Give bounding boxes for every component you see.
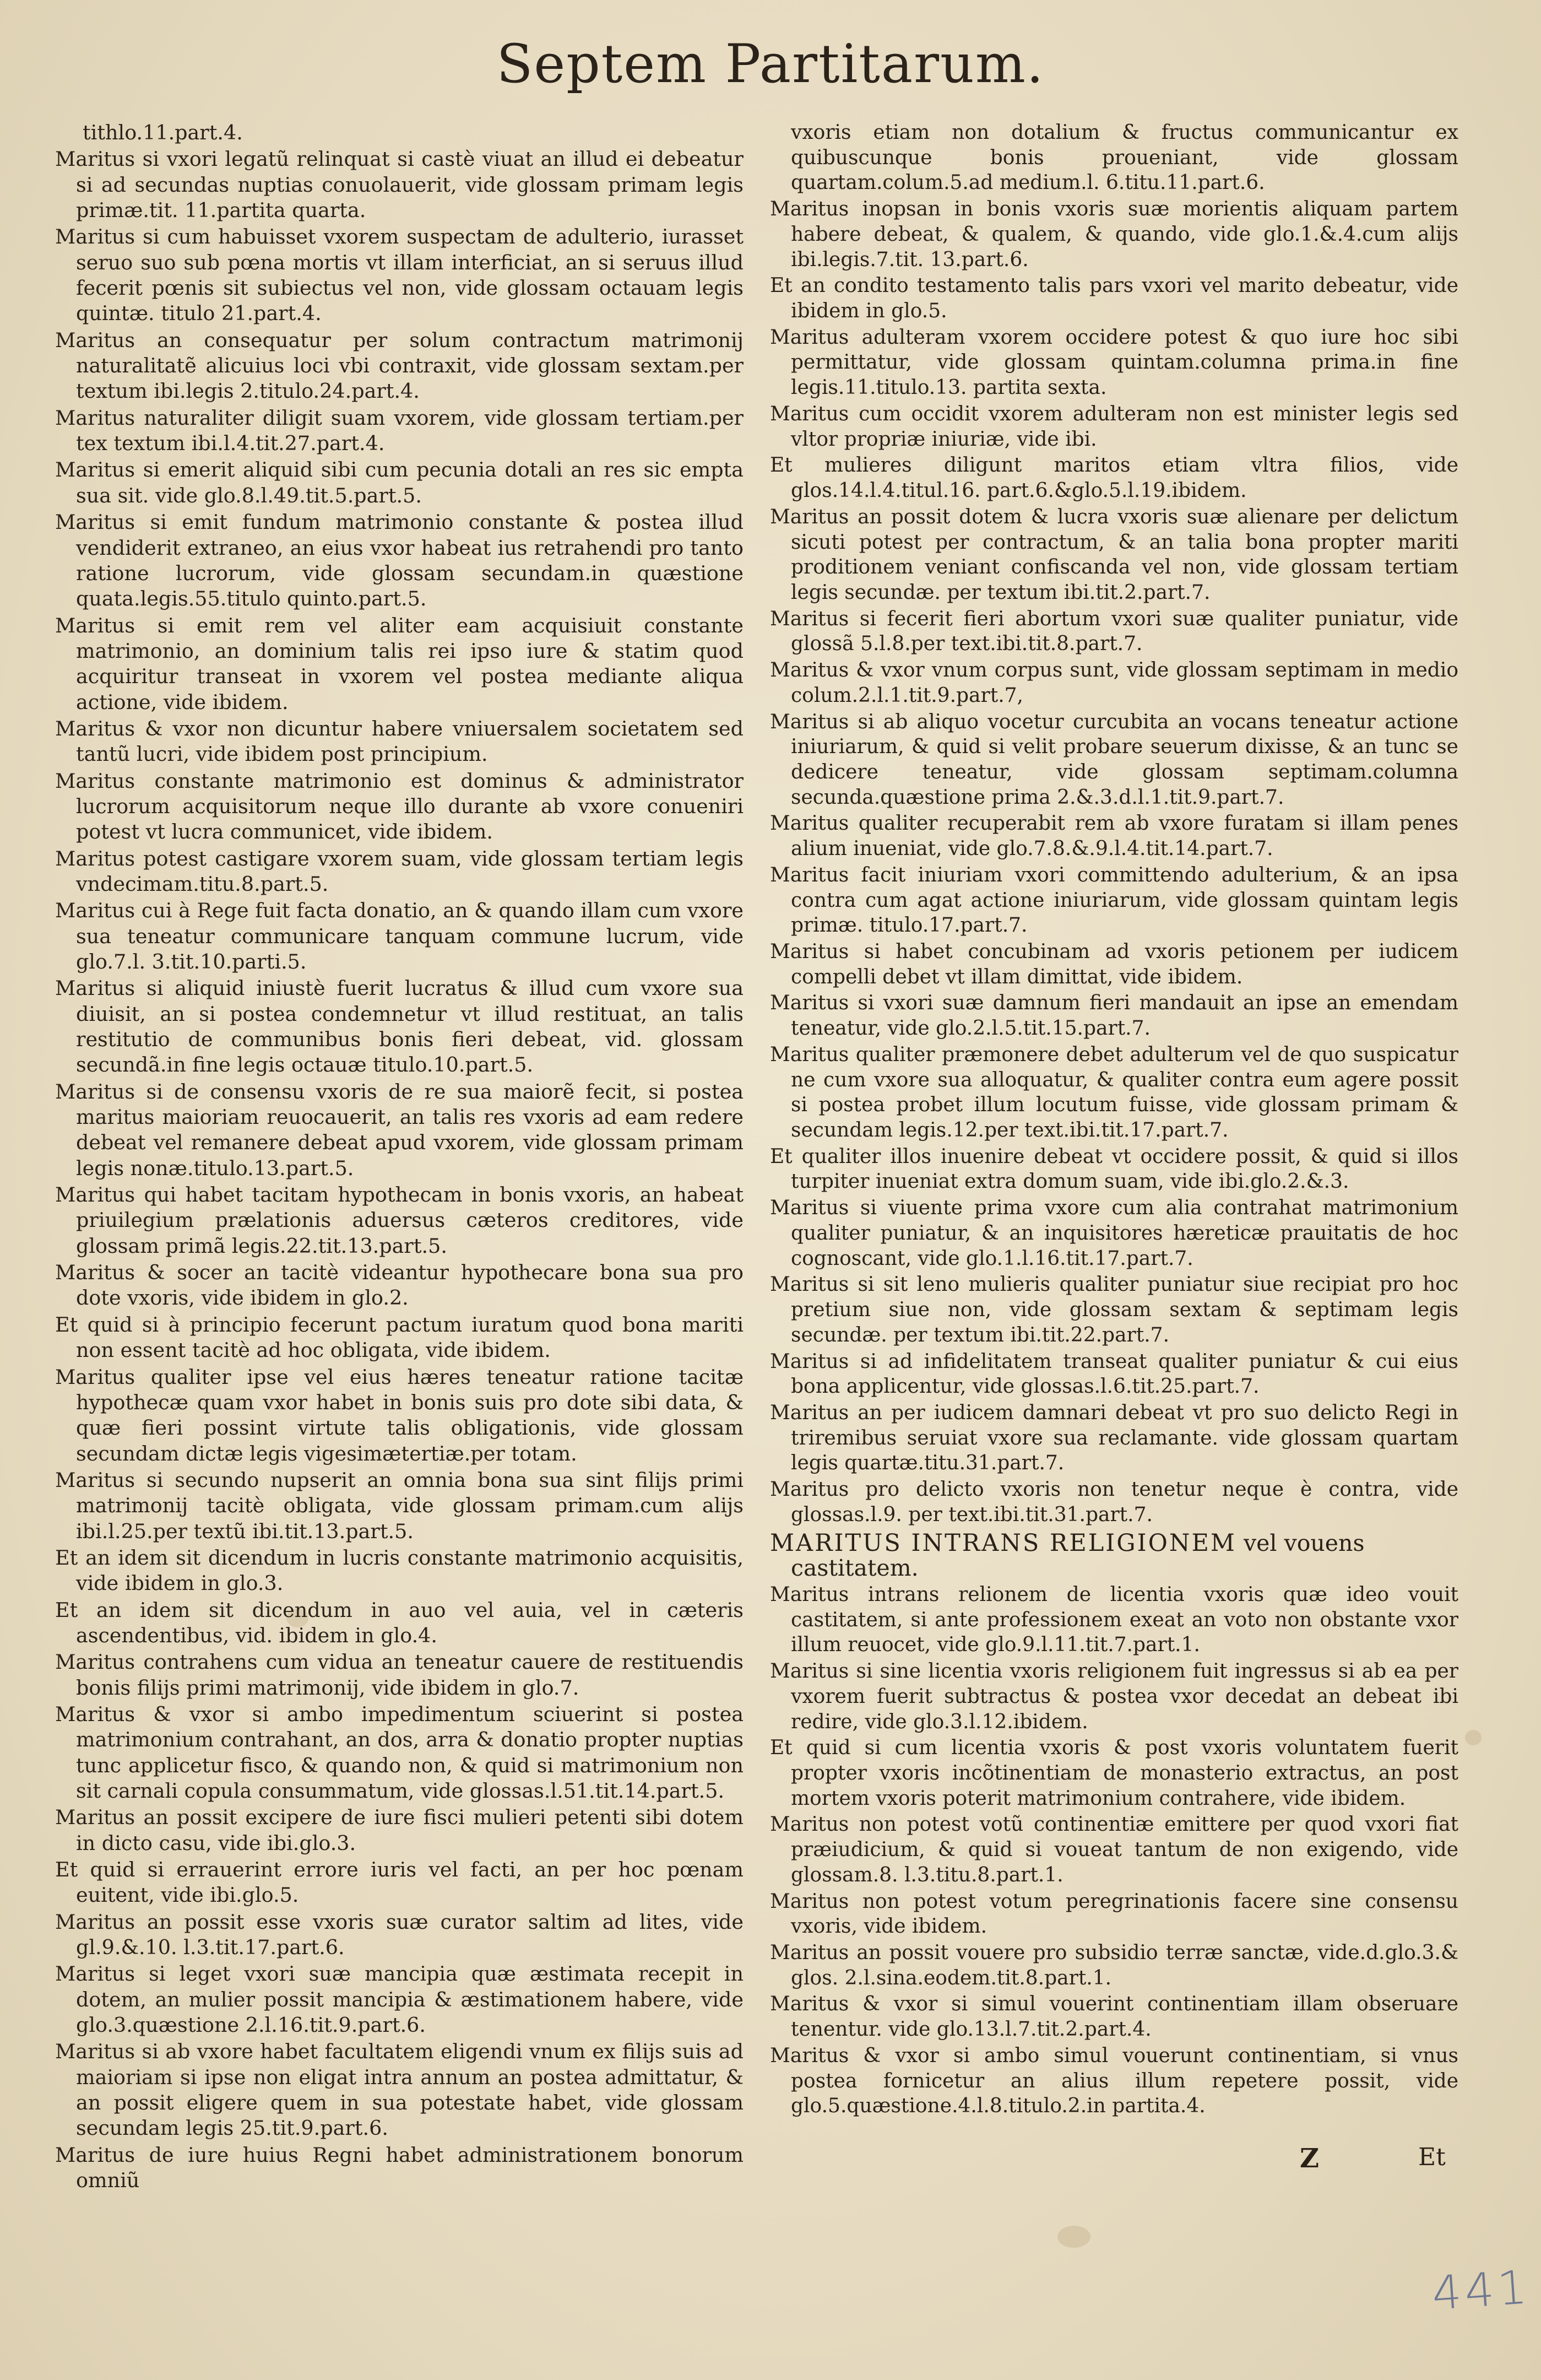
left-entries — [55, 147, 744, 2193]
index-entry: Maritus si emerit aliquid sibi cum pecunia dotali an res sic empta sua sit. vide glo.8.l.49.tit.5.part.5. — [55, 458, 744, 507]
right-entries-b — [770, 1582, 1458, 2119]
index-entry: Maritus si emit rem vel aliter eam acquisiuit constante matrimonio, an dominium talis rei ipso iure & statim quod acquiritur transeat in vxorem vel postea mediante aliqua actione, vide ibidem. — [55, 613, 744, 714]
index-entry: Maritus qualiter ipse vel eius hæres teneatur ratione tacitæ hypothecæ quam vxor habet in bonis suis pro dote sibi data, & quæ fieri possint virtute talis obligationis, vide glossam secundam dictæ legis vigesimætertiæ.per totam. — [55, 1365, 744, 1465]
index-entry: Et quid si cum licentia vxoris & post vxoris voluntatem fuerit propter vxoris incõtinentiam de monasterio extractus, an post mortem vxoris poterit matrimonium contrahere, vide ibidem. — [770, 1737, 1458, 1810]
continuation-text: vxoris etiam non dotalium & fructus communicantur ex quibuscunque bonis proueniant, vide glossam quartam.colum.5.ad medium.l. 6.titu.11.part.6. — [791, 121, 1458, 194]
index-entry: Maritus si secundo nupserit an omnia bona sua sint filijs primi matrimonij tacitè obligata, vide glossam primam.cum alijs ibi.l.25.per textũ ibi.tit.13.part.5. — [55, 1468, 744, 1543]
index-entry: Maritus & vxor si ambo impedimentum sciuerint si postea matrimonium contrahant, an dos, arra & donatio propter nuptias tunc applicetur fisco, & quando non, & quid si matrimonium non sit carnali copula consummatum, vide glossas.l.51.tit.14.part.5. — [55, 1702, 744, 1803]
index-entry: Maritus an per iudicem damnari debeat vt pro suo delicto Regi in triremibus seruiat vxore sua reclamante. vide glossam quartam legis quartæ.titu.31.part.7. — [770, 1401, 1458, 1475]
index-entry: Maritus an possit excipere de iure fisci mulieri petenti sibi dotem in dicto casu, vide ibi.glo.3. — [55, 1805, 744, 1855]
index-entry: Maritus an possit dotem & lucra vxoris suæ alienare per delictum sicuti potest per contractum, & an talia bona propter mariti proditionem veniant confiscanda vel non, vide glossam tertiam legis secundæ. per textum ibi.tit.2.part.7. — [770, 505, 1458, 604]
index-entry: Maritus si fecerit fieri abortum vxori suæ qualiter puniatur, vide glossã 5.l.8.per text.ibi.tit.8.part.7. — [770, 607, 1458, 656]
index-entry: Maritus si de consensu vxoris de re sua maiorẽ fecit, si postea maritus maioriam reuocauerit, an talis res vxoris ad eam redere debeat vel remanere debeat apud vxorem, vide glossam primam legis nonæ.titulo.13.part.5. — [55, 1079, 744, 1180]
index-entry: Maritus pro delicto vxoris non tenetur neque è contra, vide glossas.l.9. per text.ibi.tit.31.part.7. — [770, 1478, 1458, 1526]
left-column — [55, 120, 744, 2195]
index-entry: Et an condito testamento talis pars vxori vel marito debeatur, vide ibidem in glo.5. — [770, 274, 1458, 323]
index-entry: Maritus qualiter præmonere debet adulterum vel de quo suspicatur ne cum vxore sua alloquatur, & qualiter contra eum agere possit si postea probet illum locutum fuisse, vide glossam primam & secundam legis.12.per text.ibi.tit.17.part.7. — [770, 1043, 1458, 1142]
index-entry: Maritus cum occidit vxorem adulteram non est minister legis sed vltor propriæ iniuriæ, vide ibi. — [770, 402, 1458, 451]
index-entry: Et quid si errauerint errore iuris vel facti, an per hoc pœnam euitent, vide ibi.glo.5. — [55, 1858, 744, 1907]
index-entry: Maritus an consequatur per solum contractum matrimonij naturalitatẽ alicuius loci vbi contraxit, vide glossam sextam.per textum ibi.legis 2.titulo.24.part.4. — [55, 328, 744, 403]
index-entry: Maritus si aliquid iniustè fuerit lucratus & illud cum vxore sua diuisit, an si postea condemnetur vt illud restituat, an talis restitutio de communibus bonis fieri debeat, vid. glossam secundã.in fine legis octauæ titulo.10.part.5. — [55, 976, 744, 1077]
index-entry: Maritus an possit esse vxoris suæ curator saltim ad lites, vide gl.9.&.10. l.3.tit.17.part.6. — [55, 1910, 744, 1960]
index-entry: Maritus & vxor si ambo simul vouerunt continentiam, si vnus postea fornicetur an alius illum repetere possit, vide glo.5.quæstione.4.l.8.titulo.2.in partita.4. — [770, 2044, 1458, 2118]
index-entry: Maritus si habet concubinam ad vxoris petionem per iudicem compelli debet vt illam dimittat, vide ibidem. — [770, 940, 1458, 988]
foxing-spot — [1465, 1730, 1482, 1745]
signature-mark: Z — [1300, 2143, 1320, 2174]
index-entry: Maritus inopsan in bonis vxoris suæ morientis aliquam partem habere debeat, & qualem, & quando, vide glo.1.&.4.cum alijs ibi.legis.7.tit. 13.part.6. — [770, 198, 1458, 271]
running-header: Septem Partitarum. — [496, 33, 1045, 95]
index-entry: Maritus intrans relionem de licentia vxoris quæ ideo vouit castitatem, si ante professionem exeat an voto non obstante vxor illum reuocet, vide glo.9.l.11.tit.7.part.1. — [770, 1583, 1458, 1657]
index-entry: Maritus non potest votum peregrinationis facere sine consensu vxoris, vide ibidem. — [770, 1890, 1458, 1938]
index-entry: Et quid si à principio fecerunt pactum iuratum quod bona mariti non essent tacitè ad hoc obligata, vide ibidem. — [55, 1312, 744, 1362]
index-entry: Maritus potest castigare vxorem suam, vide glossam tertiam legis vndecimam.titu.8.part.5. — [55, 846, 744, 896]
continuation-line: tithlo.11.part.4. — [83, 121, 243, 144]
section-heading-caps: MARITUS INTRANS RELIGIONEM — [770, 1529, 1236, 1557]
index-entry: Maritus si cum habuisset vxorem suspectam de adulterio, iurasset seruo suo sub pœna mortis vt illam interficiat, an si seruus illud fecerit pœnis sit subiectus vel non, vide glossam octauam legis quintæ. titulo 21.part.4. — [55, 225, 744, 326]
index-entry: Et mulieres diligunt maritos etiam vltra filios, vide glos.14.l.4.titul.16. part.6.&glo.5.l.19.ibidem. — [770, 454, 1458, 502]
index-entry: Maritus si ab vxore habet facultatem eligendi vnum ex filijs suis ad maioriam si ipse non eligat intra annum an postea admittatur, & an possit eligere quem in sua potestate habet, vide glossam secundam legis 25.tit.9.part.6. — [55, 2040, 744, 2140]
index-entry: Maritus si vxori suæ damnum fieri mandauit an ipse an emendam teneatur, vide glo.2.l.5.tit.15.part.7. — [770, 992, 1458, 1040]
index-entry: Maritus & socer an tacitè videantur hypothecare bona sua pro dote vxoris, vide ibidem in glo.2. — [55, 1261, 744, 1310]
index-entry: Maritus si ab aliquo vocetur curcubita an vocans teneatur actione iniuriarum, & quid si velit probare seuerum dixisse, & an tunc se dedicere teneatur, vide glossam septimam.columna secunda.quæstione prima 2.&.3.d.l.1.tit.9.part.7. — [770, 710, 1458, 809]
index-entry: Et an idem sit dicendum in lucris constante matrimonio acquisitis, vide ibidem in glo.3. — [55, 1545, 744, 1595]
index-entry: Maritus & vxor vnum corpus sunt, vide glossam septimam in medio colum.2.l.1.tit.9.part.7, — [770, 659, 1458, 707]
index-entry: Maritus & vxor si simul vouerint continentiam illam obseruare tenentur. vide glo.13.l.7.tit.2.part.4. — [770, 1993, 1458, 2041]
index-entry: Et qualiter illos inuenire debeat vt occidere possit, & quid si illos turpiter inueniat extra domum suam, vide ibi.glo.2.&.3. — [770, 1145, 1458, 1193]
index-entry: Maritus si leget vxori suæ mancipia quæ æstimata recepit in dotem, an mulier possit mancipia & æstimationem habere, vide glo.3.quæstione 2.l.16.tit.9.part.6. — [55, 1962, 744, 2037]
index-entry: Maritus si ad infidelitatem transeat qualiter puniatur & cui eius bona applicentur, vide glossas.l.6.tit.25.part.7. — [770, 1350, 1458, 1398]
index-entry: Maritus facit iniuriam vxori committendo adulterium, & an ipsa contra cum agat actione iniuriarum, vide glossam quintam legis primæ. titulo.17.part.7. — [770, 863, 1458, 937]
index-entry: Maritus an possit vouere pro subsidio terræ sanctæ, vide.d.glo.3.& glos. 2.l.sina.eodem.tit.8.part.1. — [770, 1941, 1458, 1989]
right-entries-a — [770, 197, 1458, 1527]
index-entry: Maritus de iure huius Regni habet administrationem bonorum omniũ — [55, 2143, 744, 2193]
index-entry: Maritus si sit leno mulieris qualiter puniatur siue recipiat pro hoc pretium siue non, vide glossam sextam & septimam legis secundæ. per textum ibi.tit.22.part.7. — [770, 1273, 1458, 1346]
index-entry: Maritus si viuente prima vxore cum alia contrahat matrimonium qualiter puniatur, & an inquisitores hæreticæ prauitatis de hoc cognoscant, vide glo.1.l.16.tit.17.part.7. — [770, 1197, 1458, 1270]
index-entry: Maritus adulteram vxorem occidere potest & quo iure hoc sibi permittatur, vide glossam quintam.columna prima.in fine legis.11.titulo.13. partita sexta. — [770, 326, 1458, 399]
index-entry: Maritus si emit fundum matrimonio constante & postea illud vendiderit extraneo, an eius vxor habeat ius retrahendi pro tanto ratione lucrorum, vide glossam secundam.in quæstione quata.legis.55.titulo quinto.part.5. — [55, 510, 744, 611]
handwritten-page-number: 441 — [1430, 2259, 1532, 2321]
index-entry: Maritus naturaliter diligit suam vxorem, vide glossam tertiam.per tex textum ibi.l.4.tit.27.part.4. — [55, 405, 744, 456]
catchword: Et — [1418, 2143, 1446, 2171]
section-heading-rest: vel vouens castitatem. — [791, 1529, 1365, 1582]
foxing-spot — [1057, 2226, 1090, 2248]
right-column — [770, 120, 1458, 2120]
index-entry: Maritus & vxor non dicuntur habere vniuersalem societatem sed tantũ lucri, vide ibidem post principium. — [55, 716, 744, 766]
index-entry: Maritus qui habet tacitam hypothecam in bonis vxoris, an habeat priuilegium prælationis aduersus cæteros creditores, vide glossam primã legis.22.tit.13.part.5. — [55, 1183, 744, 1258]
index-entry: Et an idem sit dicendum in auo vel auia, vel in cæteris ascendentibus, vid. ibidem in glo.4. — [55, 1598, 744, 1647]
index-entry: Maritus si vxori legatũ relinquat si castè viuat an illud ei debeatur si ad secundas nuptias conuolauerit, vide glossam primam legis primæ.tit. 11.partita quarta. — [55, 147, 744, 223]
index-entry: Maritus cui à Rege fuit facta donatio, an & quando illam cum vxore sua teneatur communicare tanquam commune lucrum, vide glo.7.l. 3.tit.10.parti.5. — [55, 899, 744, 973]
index-entry: Maritus constante matrimonio est dominus & administrator lucrorum acquisitorum neque illo durante ab vxore conueniri potest vt lucra communicet, vide ibidem. — [55, 769, 744, 844]
index-entry: Maritus si sine licentia vxoris religionem fuit ingressus si ab ea per vxorem fuerit subtractus & postea vxor decedat an debeat ibi redire, vide glo.3.l.12.ibidem. — [770, 1660, 1458, 1733]
index-entry: Maritus contrahens cum vidua an teneatur cauere de restituendis bonis filijs primi matrimonij, vide ibidem in glo.7. — [55, 1650, 744, 1700]
index-entry: Maritus qualiter recuperabit rem ab vxore furatam si illam penes alium inueniat, vide glo.7.8.&.9.l.4.tit.14.part.7. — [770, 812, 1458, 861]
section-heading — [770, 1531, 1458, 1581]
index-entry: Maritus non potest votũ continentiæ emittere per quod vxori fiat præiudicium, & quid si voueat tantum de non exigendo, vide glossam.8. l.3.titu.8.part.1. — [770, 1813, 1458, 1886]
